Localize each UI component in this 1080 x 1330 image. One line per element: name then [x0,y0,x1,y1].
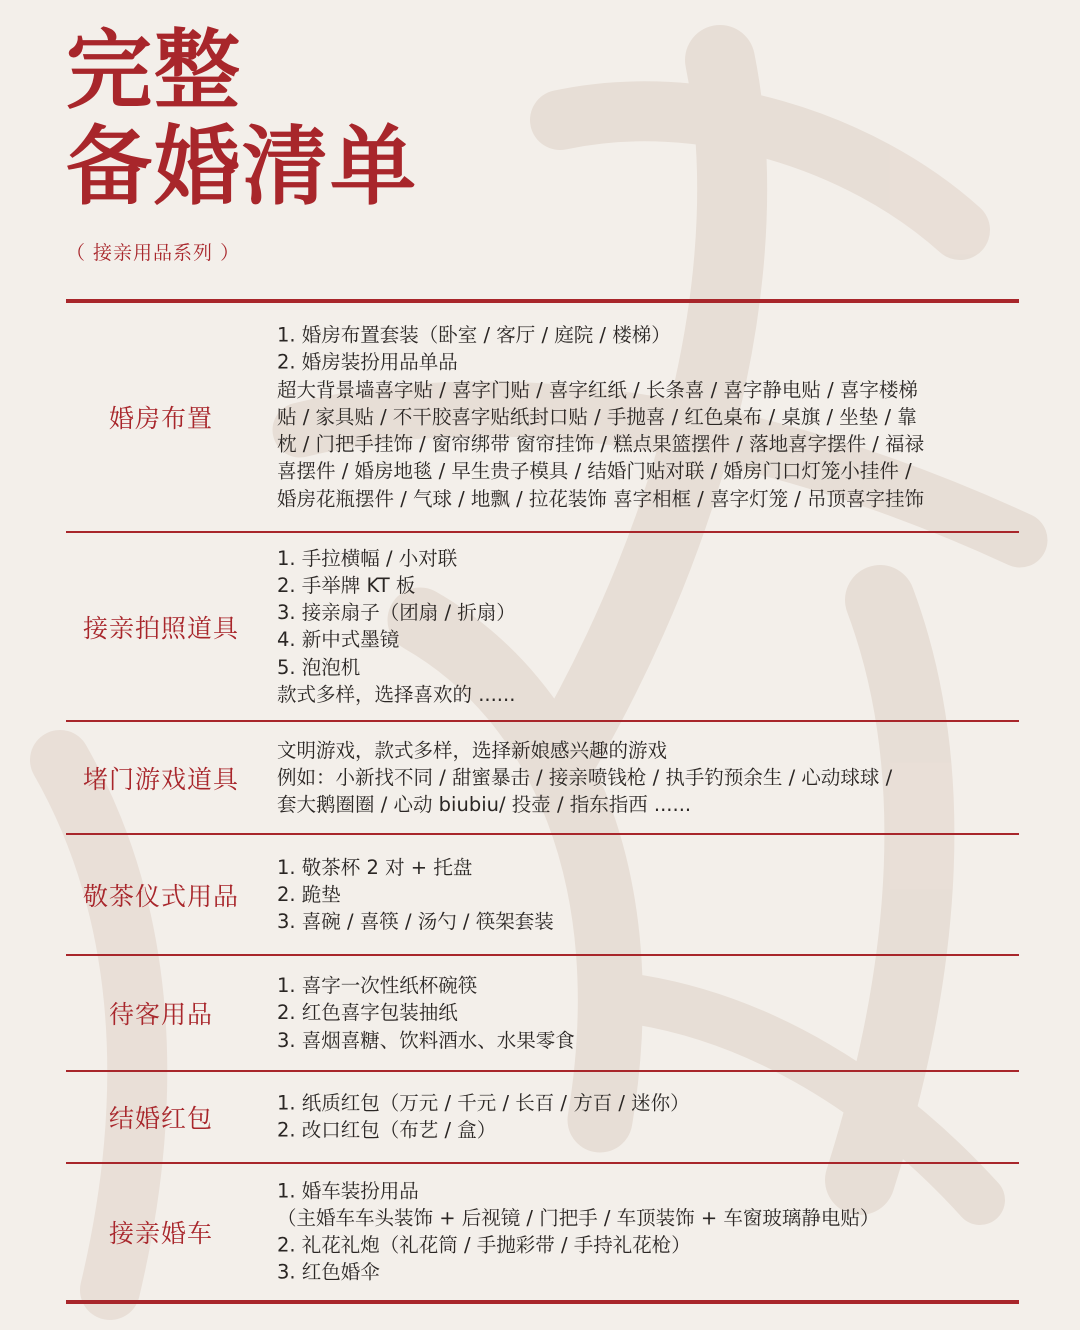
item-line: 2. 改口红包（布艺 / 盒） [277,1119,497,1142]
section-row [66,722,1019,833]
item-line: 2. 手举牌 KT 板 [277,573,416,597]
section-items [277,737,1019,819]
section-items [277,1090,1019,1145]
item-line: 1. 手拉横幅 / 小对联 [277,546,458,570]
section-row [66,1164,1019,1299]
section-category: 接亲拍照道具 [82,613,239,643]
item-line: 3. 喜碗 / 喜筷 / 汤勺 / 筷架套装 [277,910,554,934]
item-line: 喜摆件 / 婚房地毯 / 早生贵子模具 / 结婚门贴对联 / 婚房门口灯笼小挂件 / [277,459,912,483]
section-row [66,956,1019,1070]
section-category: 婚房布置 [108,404,213,433]
section-items [277,321,1019,512]
item-line: 款式多样，选择喜欢的 ...... [277,683,516,707]
item-line: 4. 新中式墨镜 [277,628,400,652]
section-items [277,972,1019,1054]
item-line: 1. 纸质红包（万元 / 千元 / 长百 / 方百 / 迷你） [277,1091,690,1115]
section-category: 结婚红包 [108,1104,213,1133]
item-line: 5. 泡泡机 [277,655,361,679]
section-category: 堵门游戏道具 [82,764,239,794]
item-line: 枕 / 门把手挂饰 / 窗帘绑带 窗帘挂饰 / 糕点果篮摆件 / 落地喜字摆件 / 福禄 [277,432,925,456]
page-title-line1: 完整 [66,21,242,121]
item-line: 1. 敬茶杯 2 对 + 托盘 [277,855,473,879]
page-title-line2: 备婚清单 [66,117,418,217]
bottom-divider [66,1300,1019,1304]
item-line: （主婚车车头装饰 + 后视镜 / 门把手 / 车顶装饰 + 车窗玻璃静电贴） [277,1206,880,1230]
section-row [66,303,1019,531]
section-row [66,1072,1019,1162]
item-line: 2. 红色喜字包装抽纸 [277,1001,458,1025]
section-category: 敬茶仪式用品 [82,881,239,911]
item-line: 1. 婚车装扮用品 [277,1178,419,1202]
series-subtitle: （ 接亲用品系列 ） [66,242,241,264]
item-line: 1. 喜字一次性纸杯碗筷 [277,974,478,998]
section-row [66,835,1019,954]
section-items [277,854,1019,936]
item-line: 1. 婚房布置套装（卧室 / 客厅 / 庭院 / 楼梯） [277,323,671,347]
item-line: 例如：小新找不同 / 甜蜜暴击 / 接亲喷钱枪 / 执手钓预余生 / 心动球球 / [277,765,893,789]
section-row [66,533,1019,720]
item-line: 贴 / 家具贴 / 不干胶喜字贴纸封口贴 / 手抛喜 / 红色桌布 / 桌旗 / 坐垫 / 靠 [277,405,917,429]
item-line: 超大背景墙喜字贴 / 喜字门贴 / 喜字红纸 / 长条喜 / 喜字静电贴 / 喜字楼梯 [277,378,918,402]
item-line: 3. 红色婚伞 [277,1260,380,1284]
section-items [277,545,1019,709]
section-category: 接亲婚车 [108,1218,213,1248]
section-items [277,1177,1019,1286]
section-category: 待客用品 [108,1000,213,1029]
item-line: 2. 婚房装扮用品单品 [277,350,458,374]
item-line: 婚房花瓶摆件 / 气球 / 地飘 / 拉花装饰 喜字相框 / 喜字灯笼 / 吊顶喜字挂饰 [277,487,925,511]
item-line: 3. 接亲扇子（团扇 / 折扇） [277,601,516,625]
item-line: 3. 喜烟喜糖、饮料酒水、水果零食 [277,1028,575,1052]
item-line: 2. 礼花礼炮（礼花筒 / 手抛彩带 / 手持礼花枪） [277,1233,691,1257]
item-line: 2. 跪垫 [277,882,341,906]
item-line: 文明游戏，款式多样，选择新娘感兴趣的游戏 [277,738,668,762]
item-line: 套大鹅圈圈 / 心动 biubiu/ 投壶 / 指东指西 ...... [277,793,692,817]
